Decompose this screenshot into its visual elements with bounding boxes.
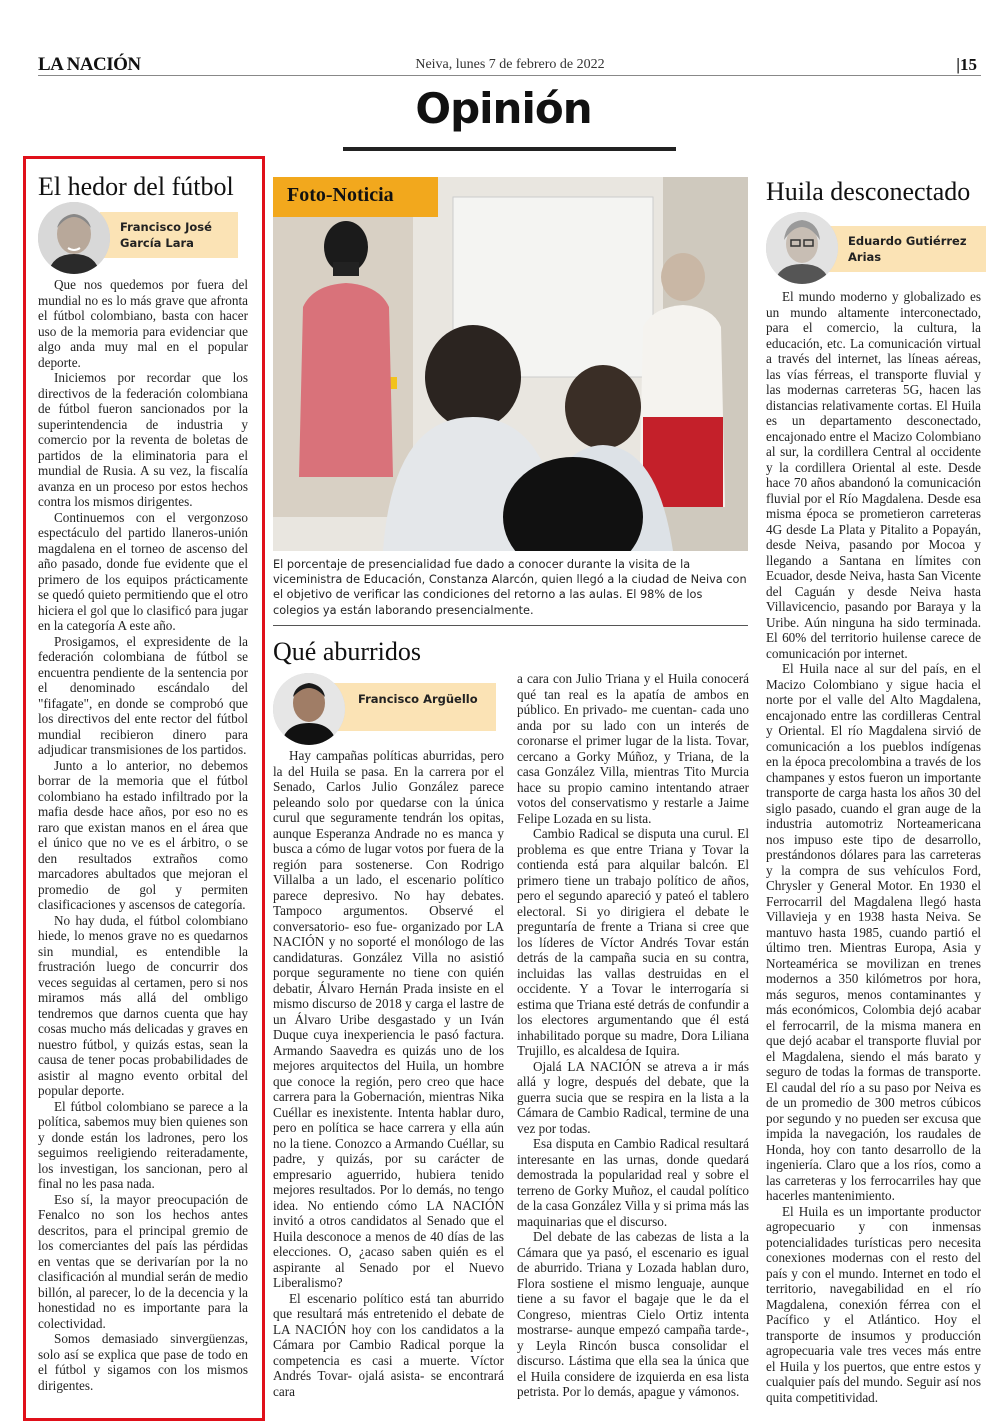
author-box-right [828,226,986,272]
paragraph: Del debate de las cabezas de lista a la Cámara que ya pasó, el escenario es igual de aburrido. Triana y Lozada hablan duro, Flora sostiene el mismo lenguaje, aunque tiene a su favor el bagaje que le da el Congreso, mientras Cielo Ortiz intenta mostrarse- aunque empezó campaña tarde-, y Leyla Rincón busca consolidar el discurso. Lástima que ella sea la única que el Huila considere de izquierda en esa lista petrista. Por lo demás, apague y vámonos. [517,1229,749,1399]
section-title: Opinión [415,84,592,133]
paragraph: El Huila es un importante productor agropecuario y con inmensas potencialidades turísticas pero necesita conexiones modernas con el resto del país y con el mundo. Internet en todo el territorio, navegabilidad en el río Magdalena, conexión férrea con el Pacífico y el Atlántico. Hoy el transporte de insumos y producción agropecuaria vale tres veces más entre el Huila y los puertos, que entre estos y cualquier país del mundo. Seguir así nos quita competitividad. [766,1203,981,1405]
paragraph: Ojalá LA NACIÓN se atreva a ir más allá y logre, después del debate, que la guerra sucia que se respira en la lista a la Cámara de Cambio Radical, termine de una vez por todas. [517,1058,749,1136]
dateline: Neiva, lunes 7 de febrero de 2022 [415,57,605,72]
paragraph: Junto a lo anterior, no debemos borrar de la memoria que el fútbol colombiano ha estado infiltrado por la mafia desde hace años, por eso no es raro que existan manos en el área que el único que no ve es el árbitro, o se den resultados extraños como marcadores abultados que mejoran el promedio de gol y permiten clasificaciones y ascensos de categoría. [38,757,248,912]
author-photo-middle [273,673,345,745]
photo-caption: El porcentaje de presencialidad fue dado a conocer durante la visita de la viceministra de Educación, Constanza Alarcón, quien llegó a la ciudad de Neiva con el objetivo de verificar las condiciones del retorno a las aulas. El 98% de los colegios ya están laborando presencialmente. [273,558,747,617]
paragraph: Esa disputa en Cambio Radical resultará interesante en las urnas, donde quedará demostrada la popularidad real y sobre el terreno de Gorky Muñoz, el caudal político de la casa González Villa y si prima más las maquinarias que el discurso. [517,1136,749,1229]
page-number: |15 [956,55,977,74]
paragraph: El fútbol colombiano se parece a la política, sabemos muy bien quienes son y donde están los ladrones, pero los seguimos reeligiendo reiteradamente, los investigan, los sancionan, pero al final no les pasa nada. [38,1098,248,1191]
article-body-middle-col2 [517,671,749,1400]
article-title-middle: Qué aburridos [273,637,422,666]
author-photo-right [766,212,838,284]
paragraph: El escenario político está tan aburrido que resultará más entretenido el debate de LA NACIÓN hoy con los candidatos a la Cámara por Cambio Radical porque la competencia es casi a muerte. Víctor Andrés Tovar- ojalá asista- se encontrará cara [273,1290,504,1399]
news-photo [273,177,748,551]
author-name: Francisco José García Lara [120,220,212,250]
caption-divider [273,625,748,626]
foto-noticia-label: Foto-Noticia [287,184,394,206]
paragraph: Que nos quedemos por fuera del mundial no es lo más grave que afronta el fútbol colombiano, basta con hacer uso de la memoria para evidenciar que algo anda muy mal en el popular deporte. [38,277,248,370]
author-box-left [100,212,238,258]
paragraph: Hay campañas políticas aburridas, pero la del Huila se pasa. En la carrera por el Senado, Carlos Julio González parece peleando solo por quedarse con la única curul que seguramente tendrán los opitas, aunque Esperanza Andrade no es manca y busca a cómo de lugar votos por fuera de la región para sostenerse. Con Rodrigo Villalba a un lado, el escenario político parece depresivo. No hay debates. Tampoco argumentos. Observé el conversatorio- eso fue- organizado por LA NACIÓN y no soporté el monólogo de las candidaturas. González Villa no asistió porque seguramente no tiene con quién debatir, Álvaro Hernán Prada insiste en el mismo discurso de 2018 y carga el lastre de un Álvaro Uribe desgastado y un Iván Duque cuya inexperiencia le pasó factura. Armando Saavedra es quizás uno de los mejores arquitectos del Huila, un hombre que conoce la región, pero creo que hace carrera para la Gobernación, mientras Nika Cuéllar es inexistente. Intenta hablar duro, pero en política se hace carrera y ella aún no la tiene. Conozco a Armando Cuéllar, su padre, y quizás, por su carácter de empresario aguerrido, hubiera tenido mejores resultados. Por lo demás, no tengo idea. No entiendo cómo LA NACIÓN invitó a otros candidatos al Senado que el Huila desconoce a menos de 40 días de las elecciones. O, ¿acaso saben quién es el aspirante al Senado por el Nuevo Liberalismo? [273,748,504,1290]
author-name: Francisco Argüello [358,692,478,706]
article-body-middle-col1 [273,748,504,1399]
paragraph: Continuemos con el vergonzoso espectáculo del partido llaneros-unión magdalena en el torneo de ascenso del año pasado, donde fue evidente que el primero de los equipos prácticamente se quedó quieto permitiendo que el otro hiciera el gol que lo clasificó para jugar en la categoría A este año. [38,509,248,633]
article-title-left: El hedor del fútbol [38,172,234,201]
paragraph: a cara con Julio Triana y el Huila conocerá qué tan real es la apatía de ambos en público. En privado- me cuentan- cada uno anda por su lado con un interés de coronarse el primer lugar de la lista. Tovar, cercano a Gorky Múñoz, y Triana, de la casa González Villa, mientras Tito Murcia hace su propio camino intentando atraer votos del conservatismo y restarle a Jaime Felipe Lozada en su lista. [517,671,749,826]
author-photo-left [38,202,110,274]
header-divider [38,75,981,76]
paragraph: Somos demasiado sinvergüenzas, solo así se explica que pase de todo en el fútbol y sigamos con los mismos dirigentes. [38,1331,248,1393]
paragraph: El mundo moderno y globalizado es un mundo altamente interconectado, para el comercio, la cultura, la educación, etc. La comunicación virtual a través del internet, las líneas aéreas, las vías férreas, el transporte fluvial y las modernas carreteras 5G, hacen las distancias relativamente cortas. El Huila es un departamento desconectado, encajonado entre el Macizo Colombiano al sur, la cordillera Central al occidente y la cordillera Oriental al este. Desde hace 70 años abandonó la comunicación fluvial por el Río Magdalena. Desde esa misma época se prometieron carreteras 4G desde La Plata y Pitalito a Popayán, desde Neiva, pasando por Mocoa y llegando a Santana en límites con Ecuador, desde Neiva, hasta San Vicente del Caguán y desde Neiva hasta Villavicencio, pasando por Baraya y la Uribe. Aún ninguna ha sido terminada. El 60% del territorio huilense carece de comunicación por internet. [766,289,981,661]
article-title-right: Huila desconectado [766,177,971,206]
paragraph: Prosigamos, el expresidente de la federación colombiana de fútbol se encuentra pendiente de la sentencia por el denominado escándalo del "fifagate", en donde se comprobó que los directivos del ente rector del fútbol mundial recibieron dinero para adjudicar transmisiones de los partidos. [38,633,248,757]
section-underline [343,147,676,151]
paragraph: No hay duda, el fútbol colombiano hiede, lo menos grave no es quedarnos sin mundial, es entendible la frustración luego de concurrir dos veces seguidas al certamen, pero si nos miramos más allá del ombligo tendremos que darnos cuenta que hay cosas mucho más delicadas y graves en nuestro fútbol, y quizás estas, sean la causa de tener pocas probabilidades de asistir al magno evento orbital del popular deporte. [38,912,248,1098]
article-body-right [766,289,981,1405]
paragraph: El Huila nace al sur del país, en el Macizo Colombiano y sigue hacia el norte por el valle del Alto Magdalena, encajonado entre las cordilleras Central y Oriental. El río Magdalena sirvió de comunicación a los pueblos indígenas en la época precolombina a través de los champanes y estos fueron un importante transporte de carga hasta los años 30 del siglo pasado, cuando el gran auge de la industria automotriz Norteamericana nos impuso este tipo de desarrollo, prestándonos dólares para las carreteras y la compra de sus vehículos Ford, Chrysler y General Motor. En 1930 el Ferrocarril del Magdalena llegó hasta Villavieja y en 1938 hasta Neiva. Se mantuvo hasta 1985, cuando partió el último tren. Mientras Europa, Asia y Norteamérica se movilizan en trenes modernos a 350 kilómetros por hora, más seguros, menos contaminantes y más económicos, Colombia dejó acabar el ferrocarril, de la misma manera en que dejó acabar el transporte fluvial por el Magdalena, siendo el más barato y seguro de todas la formas de transporte. El caudal del río a su paso por Neiva es de un promedio de 300 metros cúbicos por segundo y no pueden ser excusa que impida la navegación, los raudales de Honda, hoy con tanto desarrollo de la ingeniería. Claro que a los ríos, como a las carreteras y los ferrocarriles hay que hacerles mantenimiento. [766,661,981,1203]
author-name: Eduardo Gutiérrez Arias [848,234,967,264]
paragraph: Iniciemos por recordar que los directivos de la federación colombiana de fútbol fueron sancionados por la superintendencia de industria y comercio por la reventa de boletas de partidos de la eliminatoria para el mundial de Rusia. A su vez, la fiscalía avanza en un proceso por estos hechos contra los mismos dirigentes. [38,370,248,509]
masthead-logo: LA NACIÓN [38,54,141,75]
article-body-left [38,277,248,1393]
foto-noticia-tag [273,177,438,217]
paragraph: Eso sí, la mayor preocupación de Fenalco no son los hechos antes descritos, para el principal gremio de los comerciantes del país las pérdidas en ventas que se derivarían por la no clasificación al mundial serán de medio billón, al parecer, lo de la decencia y la honestidad no es importante para la colectividad. [38,1191,248,1331]
author-box-middle [334,683,496,731]
paragraph: Cambio Radical se disputa una curul. El problema es que entre Triana y Tovar la contienda está para alquilar balcón. El primero tiene un trabajo político de años, pero el segundo apareció y pateó el tablero electoral. Si yo dirigiera el debate le preguntaría de frente a Triana si cree que los líderes de Víctor Andrés Tovar están detrás de la campaña sucia en su contra, incluidas las vallas destruidas en el occidente. Y a Tovar le interrogaría si estima que Triana esté detrás de confundir a los electores argumentando que él está inhabilitado porque su madre, Dora Liliana Trujillo, es alcaldesa de Iquira. [517,826,749,1058]
